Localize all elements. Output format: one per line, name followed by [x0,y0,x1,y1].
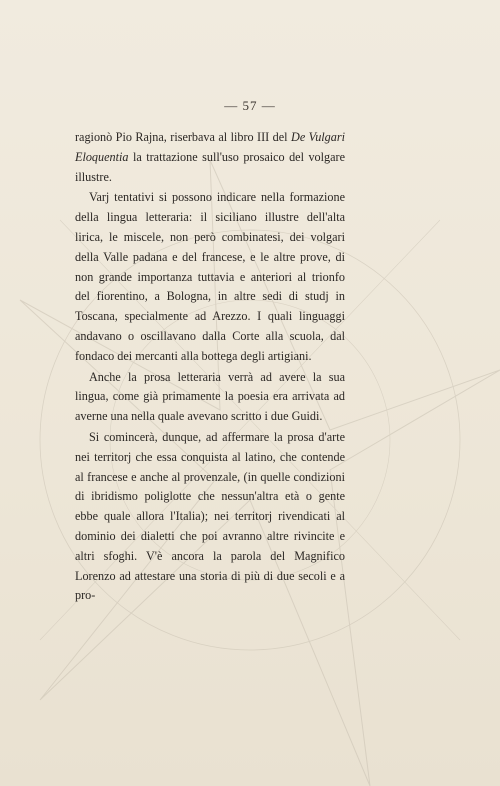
paragraph-2: Varj tentativi si possono indicare nella formazione della lingua letteraria: il siciliano illustre dell'alta lirica, le miscele, non però combinatesi, dei volgari della Valle padana e del francese, e le altre prove, di non grande importanza tuttavia e anteriori al trionfo del fiorentino, a Bologna, in altre sedi di studj in Toscana, specialmente ad Arezzo. I quali linguaggi andavano o oscillavano dalla Corte alla scuola, dal fondaco dei mercanti alla bottega degli artigiani. [75,190,345,363]
book-title-italic: De Vulgari Eloquentia [75,130,345,164]
paragraph-3: Anche la prosa letteraria verrà ad avere la sua lingua, come già primamente la poesia era arrivata ad averne una nella quale avevano scritto i due Guidi. [75,369,345,424]
paragraph-1 [75,128,345,187]
paragraph-1-post: la trattazione sull'uso prosaico del volgare illustre. [75,149,345,184]
page-number: — 57 — [224,98,276,113]
paragraph-4: Si comincerà, dunque, ad affermare la prosa d'arte nei territorj che essa conquista al latino, che contende al francese e anche al provenzale, (in quelle condizioni di ibridismo poliglotte che nessun'altra età o gente ebbe quale allora l'Italia); nei territorj rivendicati al dominio dei dialetti che poi avranno altre rivincite e altri sfoghi. V'è ancora la parola del Magnifico Lorenzo ad attestare una storia di più di due secoli e a pro- [75,429,345,603]
body-text [75,128,345,607]
paragraph-1-pre: ragionò Pio Rajna, riserbava al libro III del [75,130,292,144]
